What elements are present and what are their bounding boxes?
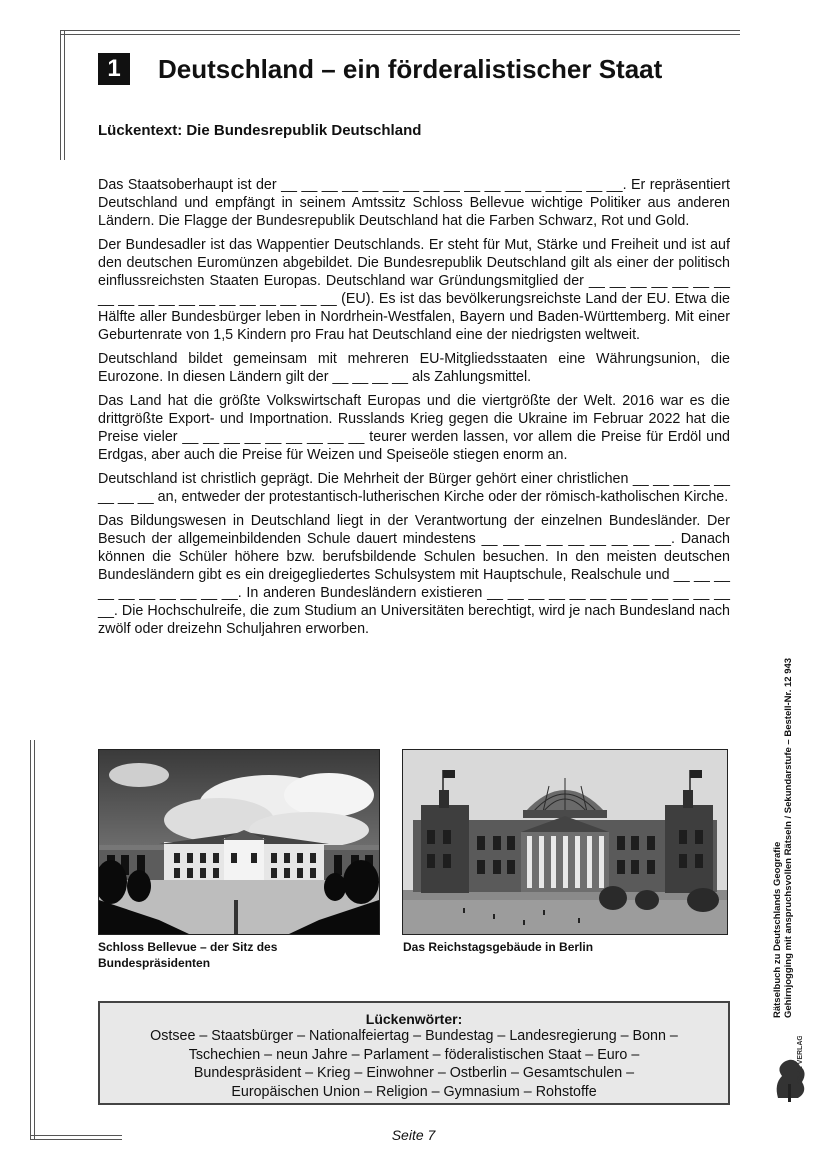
frame-line-left-inner xyxy=(64,30,65,160)
frame-line-bottom-left-inner xyxy=(34,740,35,1140)
worksheet-subtitle: Lückentext: Die Bundesrepublik Deutschland xyxy=(98,122,422,139)
page-title: Deutschland – ein förderalistischer Staat xyxy=(158,54,663,84)
sidebar-book-info xyxy=(772,658,794,1018)
paragraph-eagle-eu: Der Bundesadler ist das Wappentier Deutschlands. Er steht für Mut, Stärke und Freiheit und ist auf den deutschen Euromünzen abgebildet. Die Bundesrepublik Deutschland gilt als einer der politisch einflussreichsten Staaten Europas. Deutschland war Gründungsmitglied der __ __ __ __ __ __ __ __ __ __ __ __ __ __ __ __ __ __ __ (EU). Es ist das bevölkerungsreichste Land der EU. Etwa die Hälfte aller Bundesbürger leben in Nordrhein-Westfalen, Bayern und Baden-Württemberg. Mit einer Geburtenrate von 1,5 Kindern pro Frau hat Deutschland eine der niedrigsten weltweit. xyxy=(98,237,730,343)
gap-words-title: Lückenwörter: xyxy=(365,1011,463,1027)
photo-schloss-bellevue xyxy=(98,749,380,935)
gap-words-box xyxy=(98,1001,730,1105)
photo-reichstag xyxy=(402,749,728,935)
gap-words-line-3: Bundespräsident – Krieg – Einwohner – Ostberlin – Gesamtschulen – xyxy=(193,1065,635,1081)
caption-reichstag: Das Reichstagsgebäude in Berlin xyxy=(403,940,594,954)
chapter-number-badge: 1 xyxy=(98,53,130,85)
page-number: Seite 7 xyxy=(391,1127,436,1143)
publisher-name: KOHL VERLAG xyxy=(797,1036,804,1086)
gap-words-line-1: Ostsee – Staatsbürger – Nationalfeiertag – Bundestag – Landesregierung – Bonn – xyxy=(150,1028,678,1044)
gap-words-line-2: Tschechien – neun Jahre – Parlament – föderalistischen Staat – Euro – xyxy=(188,1046,640,1063)
sidebar-book-title: Rätselbuch zu Deutschlands Geografie xyxy=(772,841,783,1018)
publisher-logo xyxy=(768,1036,812,1104)
paragraph-economy: Das Land hat die größte Volkswirtschaft Europas und die viertgrößte der Welt. 2016 war es die drittgrößte Export- und Importnation. Russlands Krieg gegen die Ukraine im Februar 2022 hat die Preise vieler __ __ __ __ __ __ __ __ __ teurer werden lassen, vor allem die Preise für Erdöl und Erdgas, aber auch die Preise für Weizen und Speiseöle stiegen enorm an. xyxy=(98,393,730,463)
paragraph-head-of-state: Das Staatsoberhaupt ist der __ __ __ __ __ __ __ __ __ __ __ __ __ __ __ __ __. Er repräsentiert Deutschland und empfängt in seinem Amtssitz Schloss Bellevue wichtige Politiker aus anderen Ländern. Die Flagge der Bundesrepublik Deutschland hat die Farben Schwarz, Rot und Gold. xyxy=(98,177,730,229)
cloze-text xyxy=(98,176,730,644)
caption-schloss-bellevue: Schloss Bellevue – der Sitz des Bundespräsidenten xyxy=(98,940,278,970)
frame-line-top xyxy=(60,30,740,31)
frame-line-bottom-left xyxy=(30,740,31,1140)
frame-line-top-inner xyxy=(60,34,740,35)
paragraph-religion: Deutschland ist christlich geprägt. Die Mehrheit der Bürger gehört einer christlichen __ __ __ __ __ __ __ __ an, entweder der protestantisch-lutherischen Kirche oder der römisch-katholischen Kirche. xyxy=(98,471,730,505)
paragraph-education: Das Bildungswesen in Deutschland liegt in der Verantwortung der einzelnen Bundesländer. Der Besuch der allgemeinbildenden Schule dauert mindestens __ __ __ __ __ __ __ __ __. Danach können die Schüler höhere bzw. berufsbildende Schulen besuchen. In den meisten deutschen Bundesländern gibt es ein dreigegliedertes Schulsystem mit Hauptschule, Realschule und __ __ __ __ __ __ __ __ __ __. In anderen Bundesländern existieren __ __ __ __ __ __ __ __ __ __ __ __ __. Die Hochschulreife, die zum Studium an Universitäten berechtigt, wird je nach Bundesland nach zwölf oder dreizehn Schuljahren erworben. xyxy=(98,513,730,637)
gap-words-line-4: Europäischen Union – Religion – Gymnasium – Rohstoffe xyxy=(231,1083,597,1100)
frame-line-left xyxy=(60,30,61,160)
sidebar-book-subtitle: Gehirnjogging mit anspruchsvollen Rätseln / Sekundarstufe – Bestell-Nr. 12 943 xyxy=(783,657,794,1018)
paragraph-currency: Deutschland bildet gemeinsam mit mehreren EU-Mitgliedsstaaten eine Währungsunion, die Eurozone. In diesen Ländern gilt der __ __ __ __ als Zahlungsmittel. xyxy=(98,351,730,385)
